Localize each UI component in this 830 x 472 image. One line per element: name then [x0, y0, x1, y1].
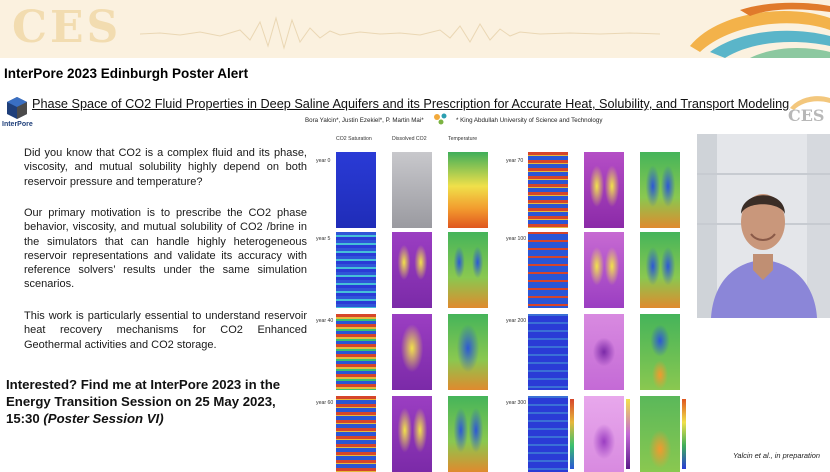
dissolved-co2-block-year-40 — [392, 314, 432, 390]
interested-callout — [6, 376, 306, 427]
co2-saturation-block-year-300 — [528, 396, 568, 472]
co2-saturation-block-year-0 — [336, 152, 376, 228]
year-label: year 200 — [506, 318, 527, 324]
poster-session-text: (Poster Session VI) — [43, 411, 164, 426]
temperature-block-year-5 — [448, 232, 488, 308]
co2-saturation-block-year-5 — [336, 232, 376, 308]
column-label-temperature: Temperature — [448, 136, 478, 142]
ces-logo: CES — [12, 2, 122, 53]
year-label: year 40 — [316, 318, 334, 324]
kaust-logo-icon — [432, 113, 452, 125]
temperature-block-year-0 — [448, 152, 488, 228]
co2-saturation-block-year-60 — [336, 396, 376, 472]
importance-paragraph: This work is particularly essential to understand reservoir heat recovery mechanisms for CO2 Enhanced Geothermal activities and CO2 storage. — [24, 310, 307, 351]
year-label: year 300 — [506, 400, 527, 406]
seismic-wave-graphic — [140, 12, 660, 52]
poster-title: Phase Space of CO2 Fluid Properties in Deep Saline Aquifers and its Prescription for Accurate Heat, Solubility, and Transport Modeling — [32, 97, 790, 111]
year-label: year 0 — [316, 158, 331, 164]
dissolved-co2-block-year-70 — [584, 152, 624, 228]
dissolved-co2-block-year-300 — [584, 396, 624, 472]
ces-small-logo-text: CES — [788, 106, 825, 125]
dissolved-co2-block-year-5 — [392, 232, 432, 308]
year-label: year 100 — [506, 236, 527, 242]
interpore-logo-text: InterPore — [2, 121, 33, 128]
affiliation: * King Abdullah University of Science and Technology — [456, 117, 603, 124]
simulation-figure — [316, 126, 692, 464]
dissolved-co2-block-year-100 — [584, 232, 624, 308]
temperature-block-year-300 — [640, 396, 680, 472]
ces-swirl-logo — [680, 0, 830, 58]
ces-small-logo — [786, 94, 830, 130]
year-label: year 60 — [316, 400, 334, 406]
column-label-co2-saturation: CO2 Saturation — [336, 136, 372, 142]
dissolved-co2-block-year-0 — [392, 152, 432, 228]
motivation-paragraph: Our primary motivation is to prescribe the CO2 phase behavior, viscosity, and mutual solubility of CO2 /brine in the simulators that can handle highly heterogeneous reservoir representations and validate its accuracy with reference solvers’ results under the same simulation scenarios. — [24, 207, 307, 291]
figure-credit: Yalcin et al., in preparation — [733, 451, 820, 460]
dissolved-co2-block-year-60 — [392, 396, 432, 472]
poster-alert-heading: InterPore 2023 Edinburgh Poster Alert — [4, 66, 249, 81]
temperature-block-year-60 — [448, 396, 488, 472]
co2-saturation-block-year-200 — [528, 314, 568, 390]
presenter-photo — [697, 134, 830, 318]
intro-paragraph: Did you know that CO2 is a complex fluid and its phase, viscosity, and mutual solubility highly depend on both reservoir pressure and temperature? — [24, 147, 307, 188]
temperature-block-year-40 — [448, 314, 488, 390]
presenter-silhouette — [697, 134, 830, 318]
co2-saturation-colorbar — [570, 399, 574, 469]
co2-saturation-block-year-100 — [528, 232, 568, 308]
dissolved-co2-block-year-200 — [584, 314, 624, 390]
year-label: year 70 — [506, 158, 524, 164]
header-banner — [0, 0, 830, 58]
authors: Bora Yalcin*, Justin Ezekiel*, P. Martin Mai* — [305, 117, 424, 124]
temperature-block-year-70 — [640, 152, 680, 228]
dissolved-co2-colorbar — [626, 399, 630, 469]
year-label: year 5 — [316, 236, 331, 242]
interested-text: Interested? Find me at InterPore 2023 in the Energy Transition Session on 25 May 2023, 15:30 — [6, 377, 281, 426]
interpore-cube-icon — [6, 96, 28, 120]
co2-saturation-block-year-70 — [528, 152, 568, 228]
column-label-dissolved-co2: Dissolved CO2 — [392, 136, 427, 142]
co2-saturation-block-year-40 — [336, 314, 376, 390]
temperature-block-year-100 — [640, 232, 680, 308]
temperature-colorbar — [682, 399, 686, 469]
temperature-block-year-200 — [640, 314, 680, 390]
